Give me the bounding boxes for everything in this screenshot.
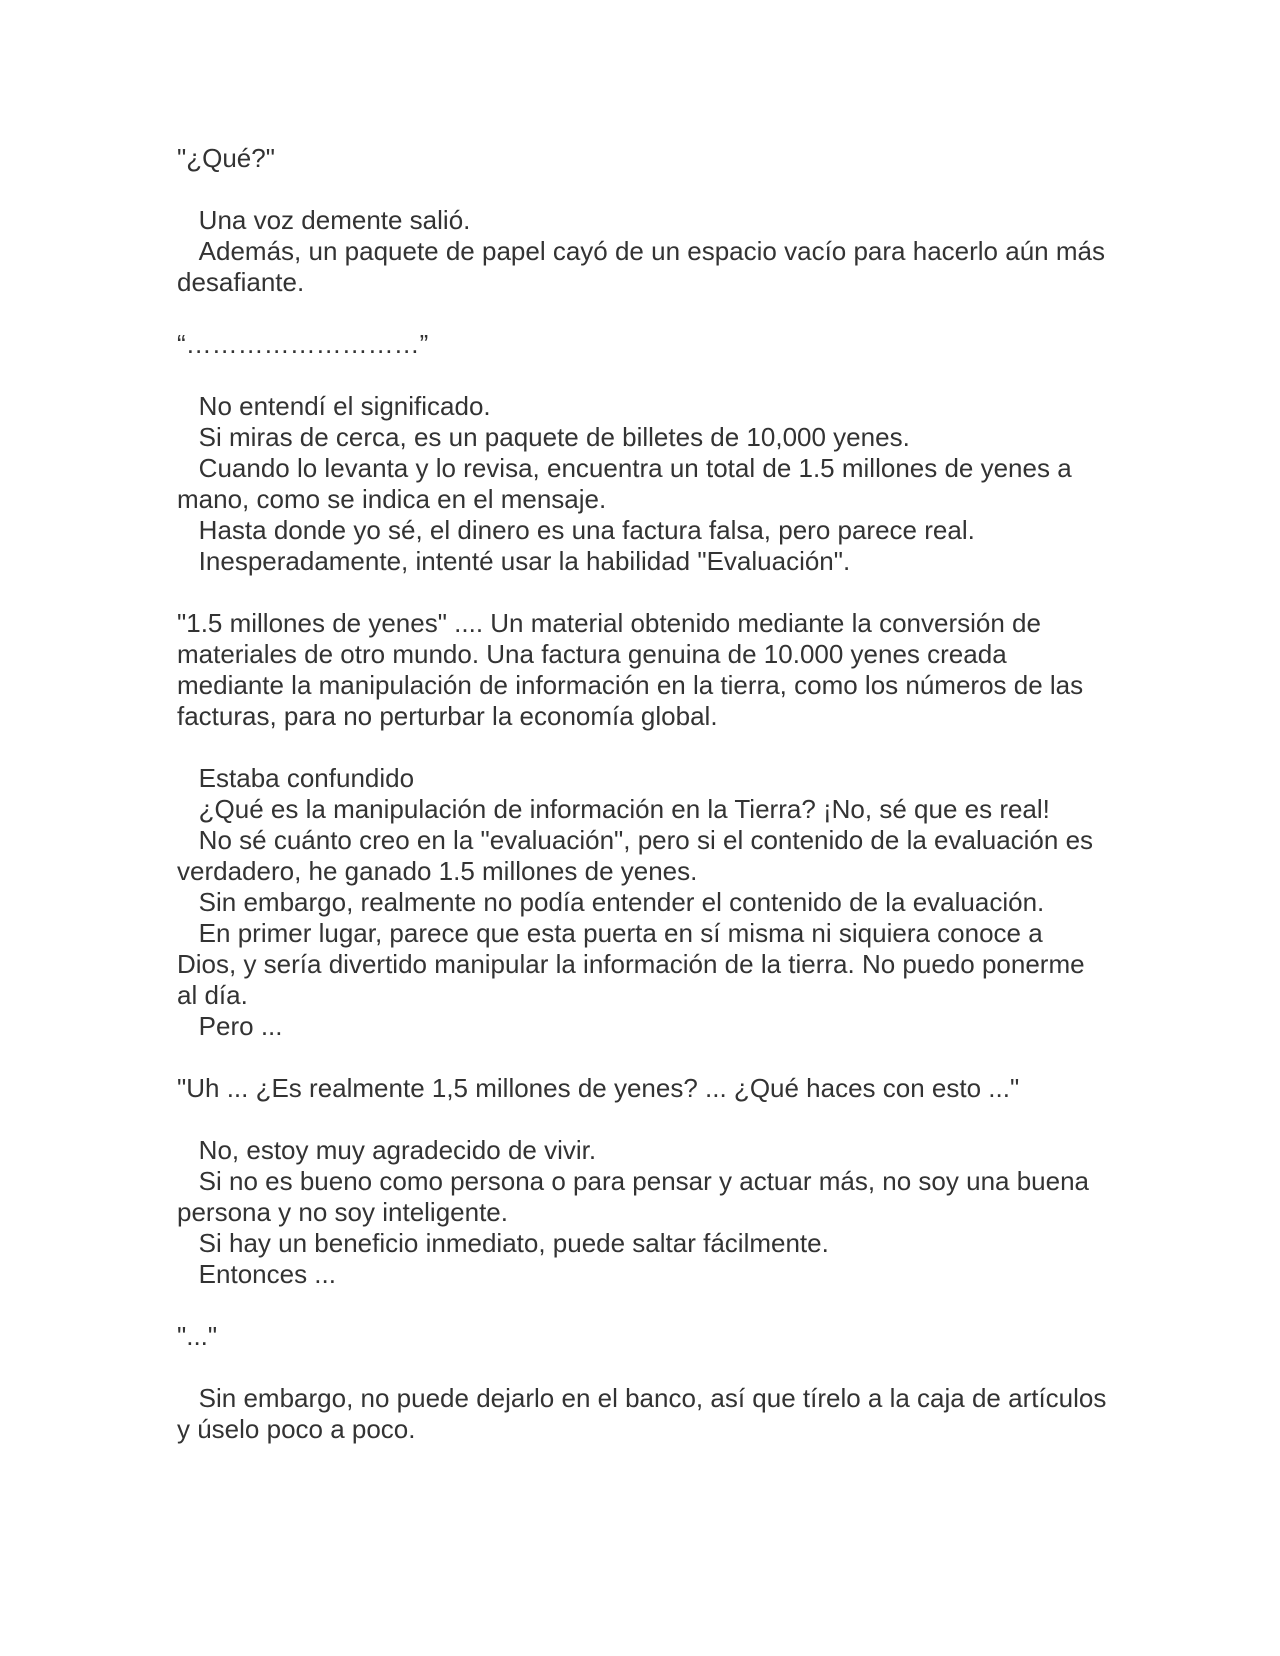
paragraph: "..." [177, 1321, 218, 1351]
paragraph: Pero ... [177, 1011, 283, 1041]
paragraph: Si no es bueno como persona o para pensar y actuar más, no soy una buena persona y no soy inteligente. [177, 1166, 1097, 1227]
paragraph: Cuando lo levanta y lo revisa, encuentra un total de 1.5 millones de yenes a mano, como se indica en el mensaje. [177, 453, 1079, 514]
paragraph: “………………………” [177, 329, 429, 359]
blank-line [177, 298, 1107, 329]
blank-line [177, 1290, 1107, 1321]
blank-line [177, 1104, 1107, 1135]
paragraph: Si hay un beneficio inmediato, puede saltar fácilmente. [177, 1228, 829, 1258]
paragraph: No sé cuánto creo en la "evaluación", pero si el contenido de la evaluación es verdadero, he ganado 1.5 millones de yenes. [177, 825, 1101, 886]
paragraph: "¿Qué?" [177, 143, 275, 173]
blank-line [177, 577, 1107, 608]
paragraph: Además, un paquete de papel cayó de un espacio vacío para hacerlo aún más desafiante. [177, 236, 1113, 297]
paragraph: En primer lugar, parece que esta puerta en sí misma ni siquiera conoce a Dios, y sería divertido manipular la información de la tierra. No puedo ponerme al día. [177, 918, 1092, 1010]
paragraph: Si miras de cerca, es un paquete de billetes de 10,000 yenes. [177, 422, 910, 452]
blank-line [177, 1352, 1107, 1383]
blank-line [177, 732, 1107, 763]
paragraph: Estaba confundido [177, 763, 415, 793]
paragraph: ¿Qué es la manipulación de información en la Tierra? ¡No, sé que es real! [177, 794, 1050, 824]
blank-line [177, 360, 1107, 391]
blank-line [177, 174, 1107, 205]
paragraph: Sin embargo, no puede dejarlo en el banco, así que tírelo a la caja de artículos y úselo poco a poco. [177, 1383, 1114, 1444]
paragraph: "Uh ... ¿Es realmente 1,5 millones de yenes? ... ¿Qué haces con esto ..." [177, 1073, 1020, 1103]
paragraph: Sin embargo, realmente no podía entender el contenido de la evaluación. [177, 887, 1045, 917]
paragraph: Hasta donde yo sé, el dinero es una factura falsa, pero parece real. [177, 515, 975, 545]
paragraph: No, estoy muy agradecido de vivir. [177, 1135, 597, 1165]
paragraph: Entonces ... [177, 1259, 336, 1289]
paragraph: No entendí el significado. [177, 391, 491, 421]
blank-line [177, 1042, 1107, 1073]
document-page [177, 143, 1114, 1445]
paragraph: Una voz demente salió. [177, 205, 471, 235]
paragraph: "1.5 millones de yenes" .... Un material obtenido mediante la conversión de materiales de otro mundo. Una factura genuina de 10.000 yenes creada mediante la manipulación de información en la tierra, como los números de las facturas, para no perturbar la economía global. [177, 608, 1091, 731]
paragraph: Inesperadamente, intenté usar la habilidad "Evaluación". [177, 546, 851, 576]
